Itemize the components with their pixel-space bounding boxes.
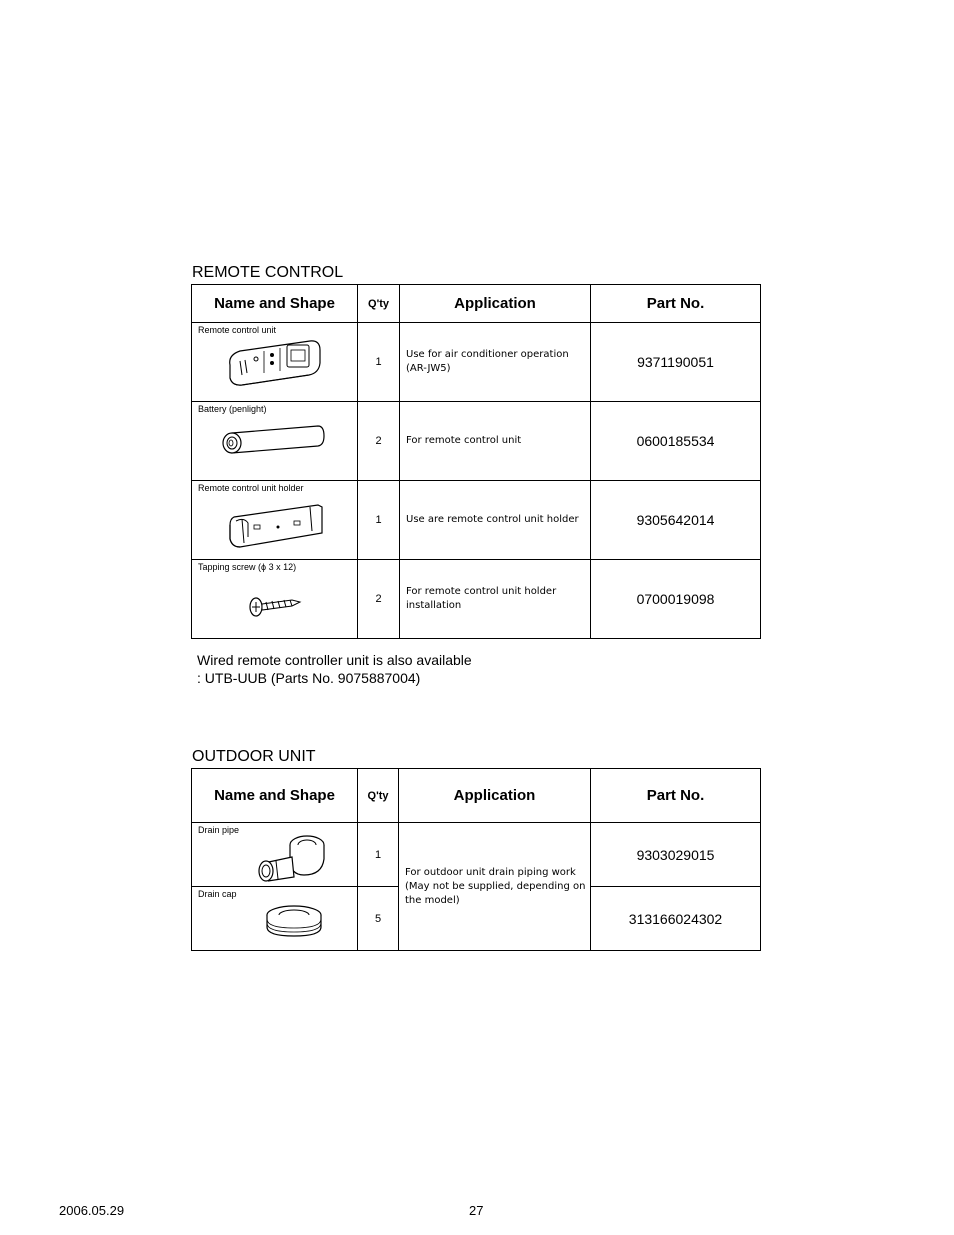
application-cell: Use for air conditioner operation (AR-JW5) [400, 323, 591, 402]
application-cell: For outdoor unit drain piping work (May not be supplied, depending on the model) [399, 823, 591, 951]
name-shape-cell [192, 481, 358, 560]
application-cell: For remote control unit [400, 402, 591, 481]
qty-cell: 1 [358, 823, 399, 887]
item-name: Drain cap [198, 889, 237, 899]
name-shape-cell [192, 823, 358, 887]
note-line: : UTB-UUB (Parts No. 9075887004) [197, 670, 421, 686]
remote-control-title: REMOTE CONTROL [192, 264, 344, 281]
table-row [192, 402, 761, 481]
item-name: Battery (penlight) [198, 404, 267, 414]
table-header-row [192, 285, 761, 323]
wired-remote-note [197, 651, 472, 687]
part-number-cell: 0600185534 [591, 402, 761, 481]
name-shape-cell [192, 402, 358, 481]
header-qty: Q'ty [358, 285, 400, 323]
table-row [192, 560, 761, 639]
header-part-no: Part No. [591, 285, 761, 323]
qty-cell: 1 [358, 481, 400, 560]
drain-cap-icon [192, 887, 358, 951]
outdoor-unit-table [191, 768, 761, 951]
application-cell: Use are remote control unit holder [400, 481, 591, 560]
application-cell: For remote control unit holder installation [400, 560, 591, 639]
remote-control-icon [192, 323, 358, 402]
qty-cell: 5 [358, 887, 399, 951]
header-application: Application [400, 285, 591, 323]
part-number-cell: 9371190051 [591, 323, 761, 402]
table-header-row [192, 769, 761, 823]
battery-icon [192, 402, 358, 481]
item-name: Remote control unit [198, 325, 277, 335]
header-qty: Q'ty [358, 769, 399, 823]
header-name-shape: Name and Shape [192, 769, 358, 823]
part-number-cell: 313166024302 [591, 887, 761, 951]
footer-date: 2006.05.29 [59, 1203, 125, 1218]
qty-cell: 1 [358, 323, 400, 402]
header-part-no: Part No. [591, 769, 761, 823]
item-name: Tapping screw (ϕ 3 x 12) [198, 562, 297, 572]
item-name: Drain pipe [198, 825, 240, 835]
remote-holder-icon [192, 481, 358, 560]
table-row [192, 481, 761, 560]
table-row [192, 323, 761, 402]
part-number-cell: 9305642014 [591, 481, 761, 560]
note-line: Wired remote controller unit is also available [197, 652, 472, 668]
name-shape-cell [192, 323, 358, 402]
part-number-cell: 9303029015 [591, 823, 761, 887]
remote-control-table [191, 284, 761, 639]
page-number: 27 [469, 1203, 484, 1218]
screw-icon [192, 560, 358, 639]
header-application: Application [399, 769, 591, 823]
qty-cell: 2 [358, 560, 400, 639]
name-shape-cell [192, 560, 358, 639]
qty-cell: 2 [358, 402, 400, 481]
table-row [192, 823, 761, 887]
header-name-shape: Name and Shape [192, 285, 358, 323]
outdoor-unit-title: OUTDOOR UNIT [192, 748, 316, 765]
drain-pipe-icon [192, 823, 358, 887]
name-shape-cell [192, 887, 358, 951]
item-name: Remote control unit holder [198, 483, 304, 493]
part-number-cell: 0700019098 [591, 560, 761, 639]
